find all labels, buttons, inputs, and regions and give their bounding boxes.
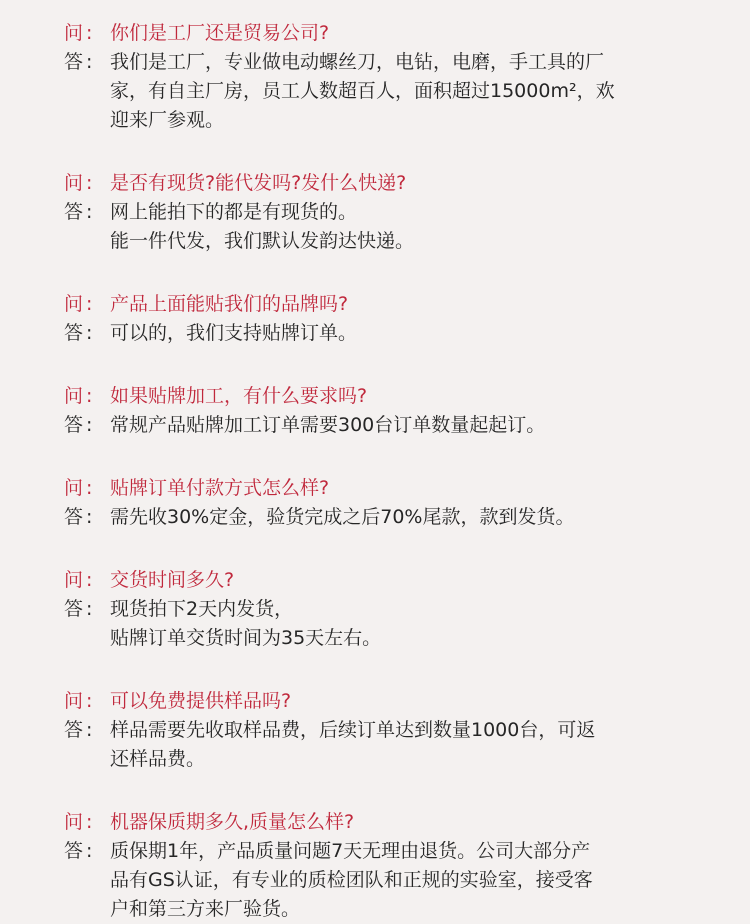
answer-colon: : bbox=[86, 719, 93, 741]
question-text: 如果贴牌加工，有什么要求吗? bbox=[110, 385, 368, 407]
answer-prefix bbox=[64, 411, 110, 440]
answer-colon: : bbox=[86, 598, 93, 620]
answer-label: 答 bbox=[64, 840, 84, 862]
answer-text bbox=[110, 716, 595, 774]
faq-item bbox=[64, 474, 730, 532]
question-row bbox=[64, 382, 730, 411]
answer-text bbox=[110, 48, 615, 135]
question-prefix bbox=[64, 19, 110, 48]
answer-prefix bbox=[64, 198, 110, 227]
answer-row bbox=[64, 319, 730, 348]
question-prefix bbox=[64, 169, 110, 198]
question-text: 交货时间多久? bbox=[110, 569, 235, 591]
question-colon: : bbox=[86, 477, 93, 499]
question-colon: : bbox=[86, 22, 93, 44]
question-label: 问 bbox=[64, 22, 84, 44]
answer-text bbox=[110, 503, 574, 532]
answer-row bbox=[64, 48, 730, 135]
answer-colon: : bbox=[86, 414, 93, 436]
answer-text bbox=[110, 595, 381, 653]
answer-row bbox=[64, 198, 730, 256]
answer-colon: : bbox=[86, 51, 93, 73]
question-text: 你们是工厂还是贸易公司? bbox=[110, 22, 330, 44]
faq-item bbox=[64, 382, 730, 440]
answer-line: 现货拍下2天内发货， bbox=[110, 598, 294, 620]
question-colon: : bbox=[86, 293, 93, 315]
answer-label: 答 bbox=[64, 506, 84, 528]
answer-colon: : bbox=[86, 201, 93, 223]
answer-line: 可以的，我们支持贴牌订单。 bbox=[110, 322, 358, 344]
answer-label: 答 bbox=[64, 598, 84, 620]
question-text: 是否有现货?能代发吗?发什么快递? bbox=[110, 172, 407, 194]
faq-item bbox=[64, 169, 730, 256]
question-colon: : bbox=[86, 811, 93, 833]
question-prefix bbox=[64, 808, 110, 837]
answer-text bbox=[110, 837, 593, 924]
answer-colon: : bbox=[86, 840, 93, 862]
question-prefix bbox=[64, 687, 110, 716]
faq-list bbox=[64, 19, 730, 924]
answer-text bbox=[110, 319, 357, 348]
answer-line: 品有GS认证，有专业的质检团队和正规的实验室，接受客 bbox=[110, 869, 593, 891]
question-prefix bbox=[64, 382, 110, 411]
question-row bbox=[64, 474, 730, 503]
answer-prefix bbox=[64, 503, 110, 532]
question-row bbox=[64, 290, 730, 319]
answer-colon: : bbox=[86, 322, 93, 344]
answer-line: 常规产品贴牌加工订单需要300台订单数量起起订。 bbox=[110, 414, 546, 436]
faq-item bbox=[64, 566, 730, 653]
answer-line: 家，有自主厂房，员工人数超百人，面积超过15000m²，欢 bbox=[110, 80, 615, 102]
answer-row bbox=[64, 503, 730, 532]
answer-prefix bbox=[64, 595, 110, 624]
question-prefix bbox=[64, 566, 110, 595]
faq-item bbox=[64, 19, 730, 135]
question-prefix bbox=[64, 290, 110, 319]
answer-label: 答 bbox=[64, 414, 84, 436]
question-colon: : bbox=[86, 172, 93, 194]
question-label: 问 bbox=[64, 385, 84, 407]
answer-text bbox=[110, 411, 545, 440]
question-text: 产品上面能贴我们的品牌吗? bbox=[110, 293, 349, 315]
question-row bbox=[64, 566, 730, 595]
question-label: 问 bbox=[64, 690, 84, 712]
answer-label: 答 bbox=[64, 201, 84, 223]
answer-line: 质保期1年，产品质量问题7天无理由退货。公司大部分产 bbox=[110, 840, 591, 862]
question-colon: : bbox=[86, 569, 93, 591]
answer-row bbox=[64, 595, 730, 653]
answer-label: 答 bbox=[64, 322, 84, 344]
answer-line: 网上能拍下的都是有现货的。 bbox=[110, 201, 358, 223]
question-colon: : bbox=[86, 385, 93, 407]
answer-prefix bbox=[64, 716, 110, 745]
answer-prefix bbox=[64, 837, 110, 866]
answer-line: 还样品费。 bbox=[110, 748, 206, 770]
answer-line: 贴牌订单交货时间为35天左右。 bbox=[110, 627, 382, 649]
answer-prefix bbox=[64, 319, 110, 348]
answer-line: 我们是工厂，专业做电动螺丝刀，电钻，电磨，手工具的厂 bbox=[110, 51, 605, 73]
question-label: 问 bbox=[64, 172, 84, 194]
faq-item bbox=[64, 808, 730, 924]
question-colon: : bbox=[86, 690, 93, 712]
question-label: 问 bbox=[64, 569, 84, 591]
question-row bbox=[64, 19, 730, 48]
question-row bbox=[64, 808, 730, 837]
question-prefix bbox=[64, 474, 110, 503]
answer-text bbox=[110, 198, 414, 256]
question-text: 贴牌订单付款方式怎么样? bbox=[110, 477, 330, 499]
question-label: 问 bbox=[64, 293, 84, 315]
answer-colon: : bbox=[86, 506, 93, 528]
question-row bbox=[64, 169, 730, 198]
question-text: 可以免费提供样品吗? bbox=[110, 690, 292, 712]
answer-line: 需先收30%定金，验货完成之后70%尾款，款到发货。 bbox=[110, 506, 575, 528]
answer-line: 样品需要先收取样品费，后续订单达到数量1000台，可返 bbox=[110, 719, 596, 741]
faq-item bbox=[64, 290, 730, 348]
question-label: 问 bbox=[64, 477, 84, 499]
answer-row bbox=[64, 837, 730, 924]
answer-row bbox=[64, 716, 730, 774]
answer-row bbox=[64, 411, 730, 440]
faq-item bbox=[64, 687, 730, 774]
answer-label: 答 bbox=[64, 51, 84, 73]
question-row bbox=[64, 687, 730, 716]
question-text: 机器保质期多久,质量怎么样? bbox=[110, 811, 355, 833]
answer-label: 答 bbox=[64, 719, 84, 741]
answer-line: 迎来厂参观。 bbox=[110, 109, 225, 131]
question-label: 问 bbox=[64, 811, 84, 833]
answer-line: 户和第三方来厂验货。 bbox=[110, 898, 301, 920]
answer-line: 能一件代发，我们默认发韵达快递。 bbox=[110, 230, 415, 252]
answer-prefix bbox=[64, 48, 110, 77]
